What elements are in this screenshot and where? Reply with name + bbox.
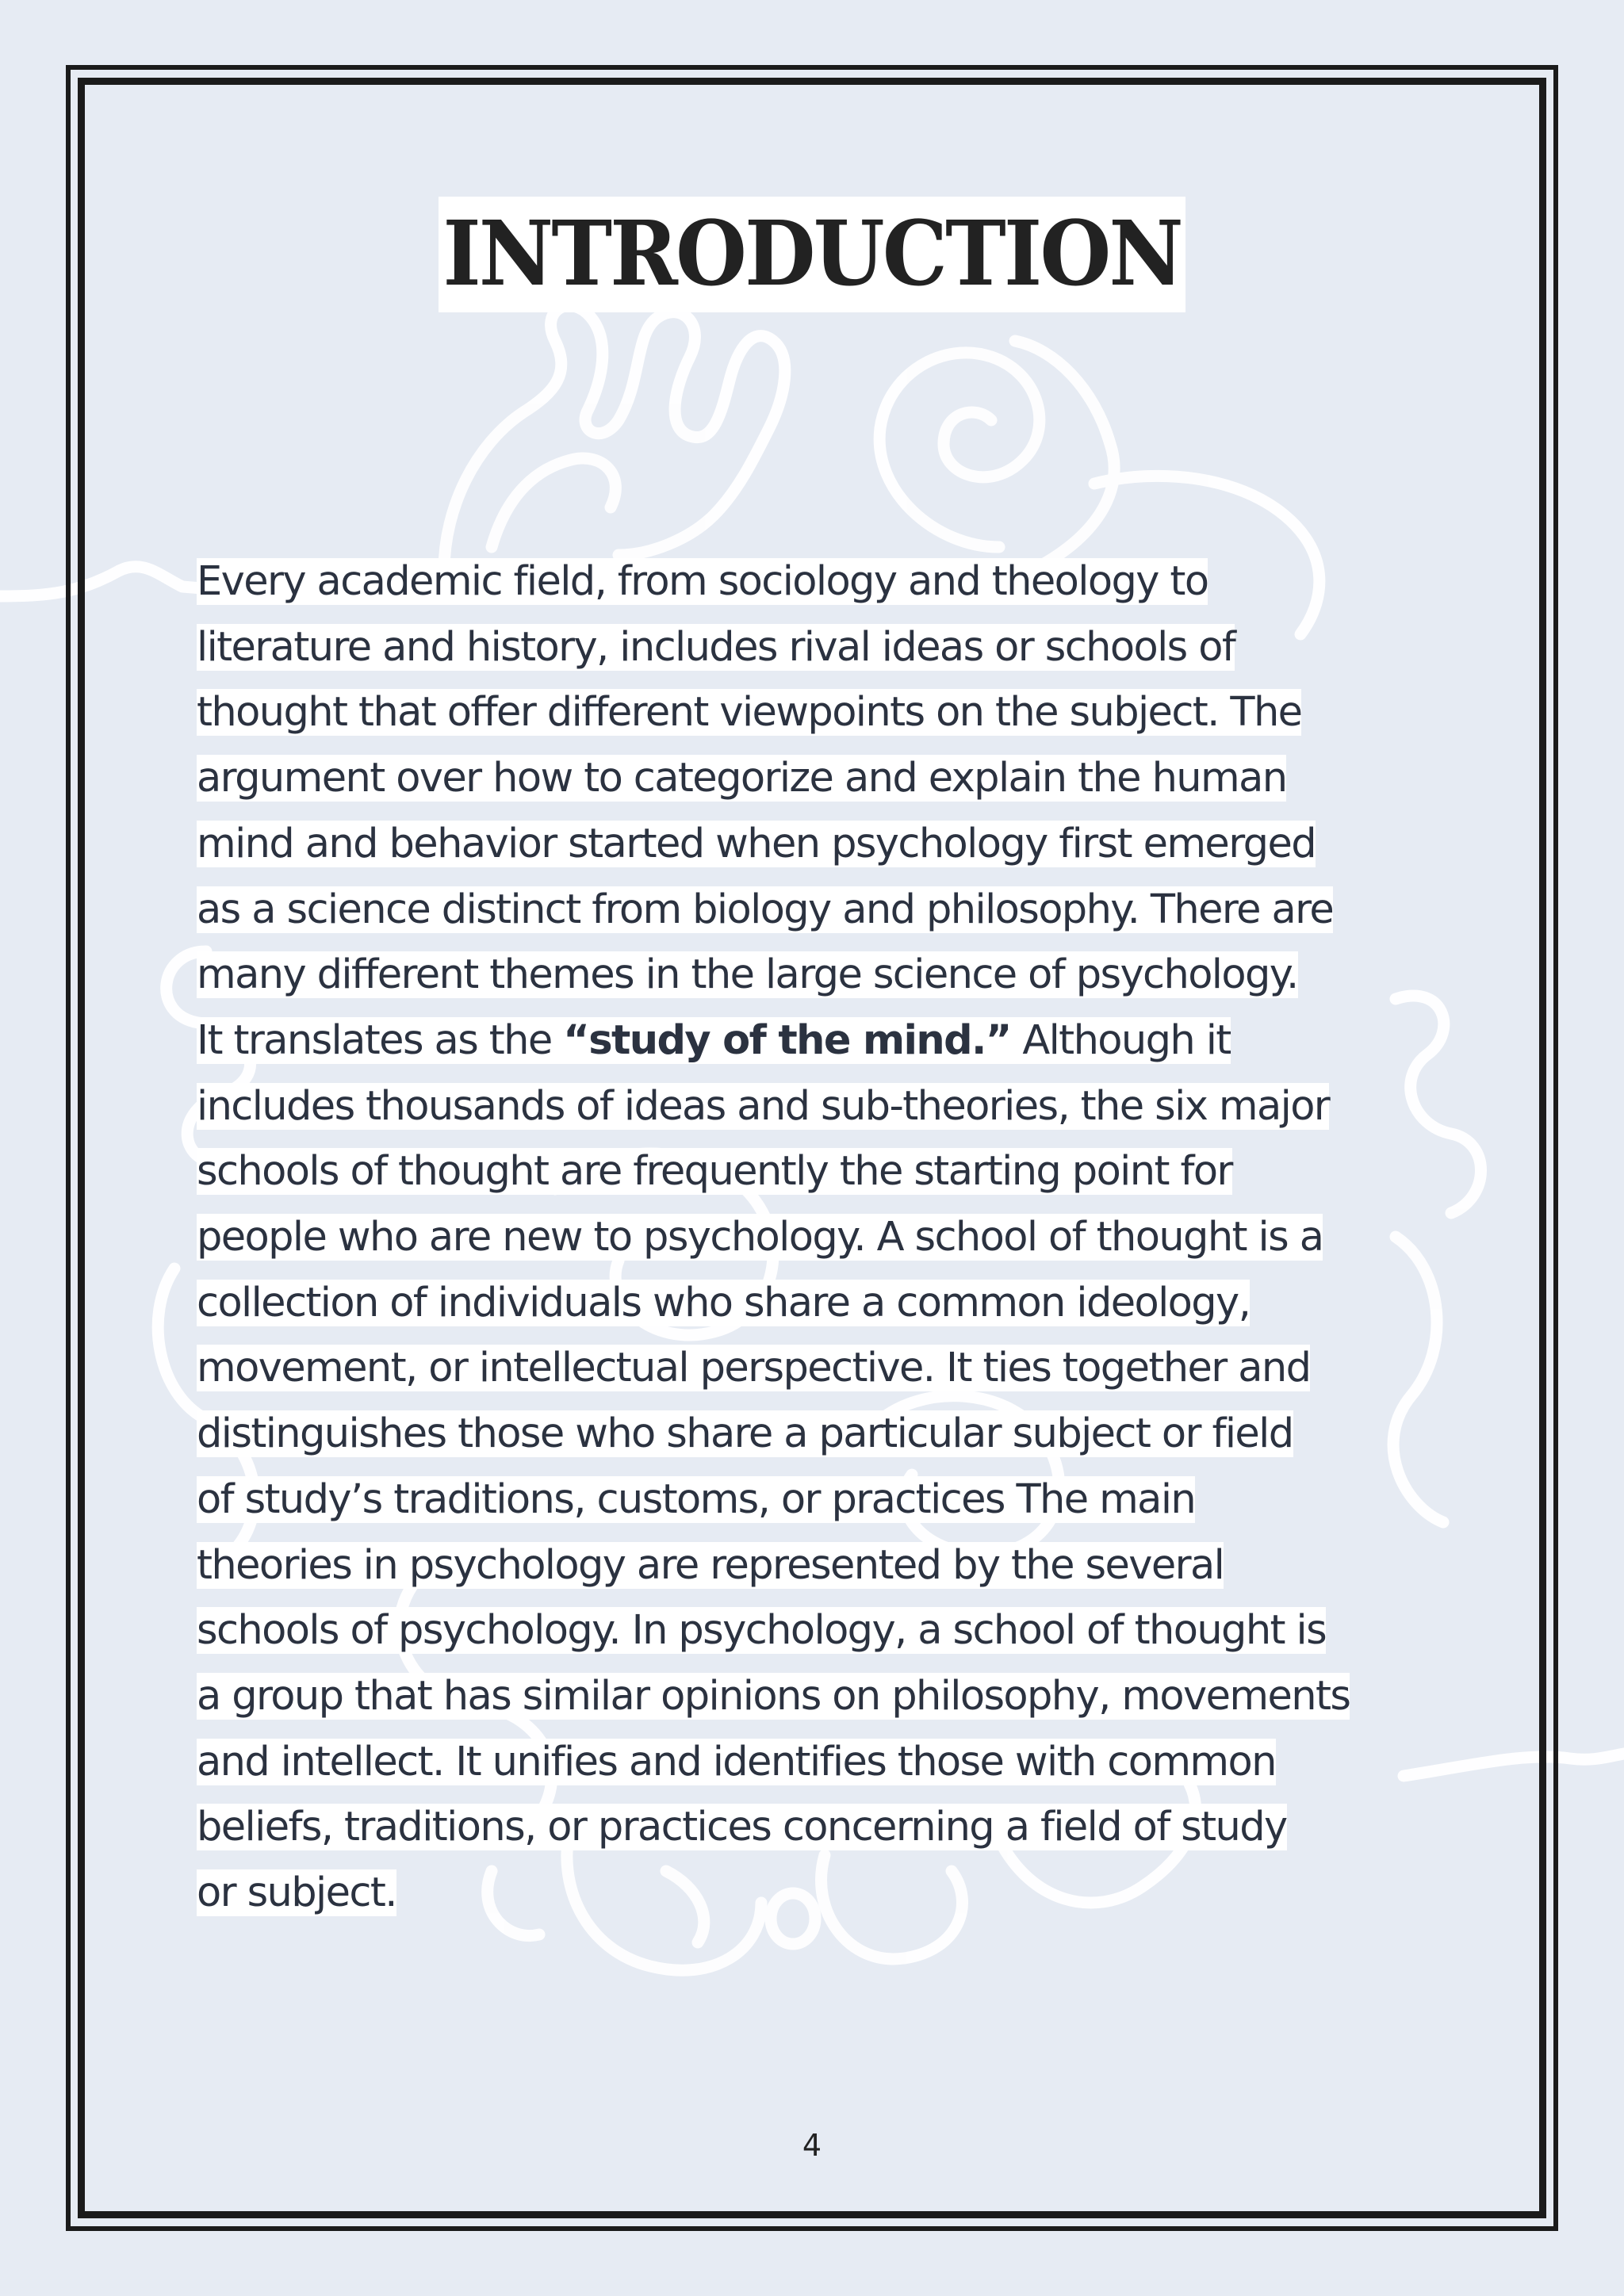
text-segment: argument over how to categorize and explain the human (197, 755, 1287, 802)
text-segment: of study’s traditions, customs, or practices The main (197, 1475, 1196, 1523)
text-line (197, 1730, 1434, 1796)
text-line (197, 1468, 1434, 1533)
text-segment: theories in psychology are represented by the several (197, 1541, 1224, 1589)
text-segment: collection of individuals who share a common ideology, (197, 1279, 1251, 1326)
text-line (197, 615, 1434, 681)
text-line (197, 812, 1434, 878)
text-segment: literature and history, includes rival ideas or schools of (197, 623, 1235, 671)
text-line (197, 1598, 1434, 1664)
text-segment: thought that offer different viewpoints on the subject. The (197, 689, 1302, 737)
bold-phrase: “study of the mind.” (563, 1016, 1011, 1064)
text-line (197, 1402, 1434, 1468)
text-line (197, 1008, 1434, 1074)
text-line (197, 943, 1434, 1008)
text-segment: Although it (1010, 1016, 1231, 1064)
text-segment: beliefs, traditions, or practices concerning a field of study (197, 1804, 1287, 1851)
text-segment: schools of thought are frequently the starting point for (197, 1148, 1232, 1196)
text-line (197, 1205, 1434, 1271)
text-segment: Every academic field, from sociology and theology to (197, 558, 1208, 605)
text-segment: schools of psychology. In psychology, a school of thought is (197, 1607, 1327, 1655)
text-line (197, 746, 1434, 812)
title-container (0, 197, 1624, 312)
text-segment: and intellect. It unifies and identifies those with common (197, 1738, 1276, 1785)
text-segment: movement, or intellectual perspective. It ties together and (197, 1345, 1311, 1392)
text-segment: people who are new to psychology. A school of thought is a (197, 1214, 1323, 1261)
text-line (197, 1861, 1434, 1927)
body-paragraph (197, 549, 1434, 1927)
text-line (197, 1074, 1434, 1140)
text-line (197, 680, 1434, 746)
text-segment: It translates as the (197, 1016, 564, 1064)
text-segment: distinguishes those who share a particular subject or field (197, 1410, 1293, 1458)
text-line (197, 1139, 1434, 1205)
text-line (197, 1795, 1434, 1861)
text-line (197, 1533, 1434, 1599)
text-segment: a group that has similar opinions on philosophy, movements (197, 1672, 1350, 1720)
text-line (197, 878, 1434, 943)
text-line (197, 1336, 1434, 1402)
text-segment: as a science distinct from biology and philosophy. There are (197, 886, 1334, 933)
text-line (197, 549, 1434, 615)
page-title: INTRODUCTION (439, 197, 1185, 312)
text-line (197, 1664, 1434, 1730)
text-segment: or subject. (197, 1869, 396, 1917)
text-segment: includes thousands of ideas and sub-theories, the six major (197, 1082, 1330, 1130)
text-segment: many different themes in the large science of psychology. (197, 951, 1298, 999)
page-number: 4 (802, 2128, 822, 2163)
text-line (197, 1271, 1434, 1337)
text-segment: mind and behavior started when psychology first emerged (197, 820, 1316, 867)
